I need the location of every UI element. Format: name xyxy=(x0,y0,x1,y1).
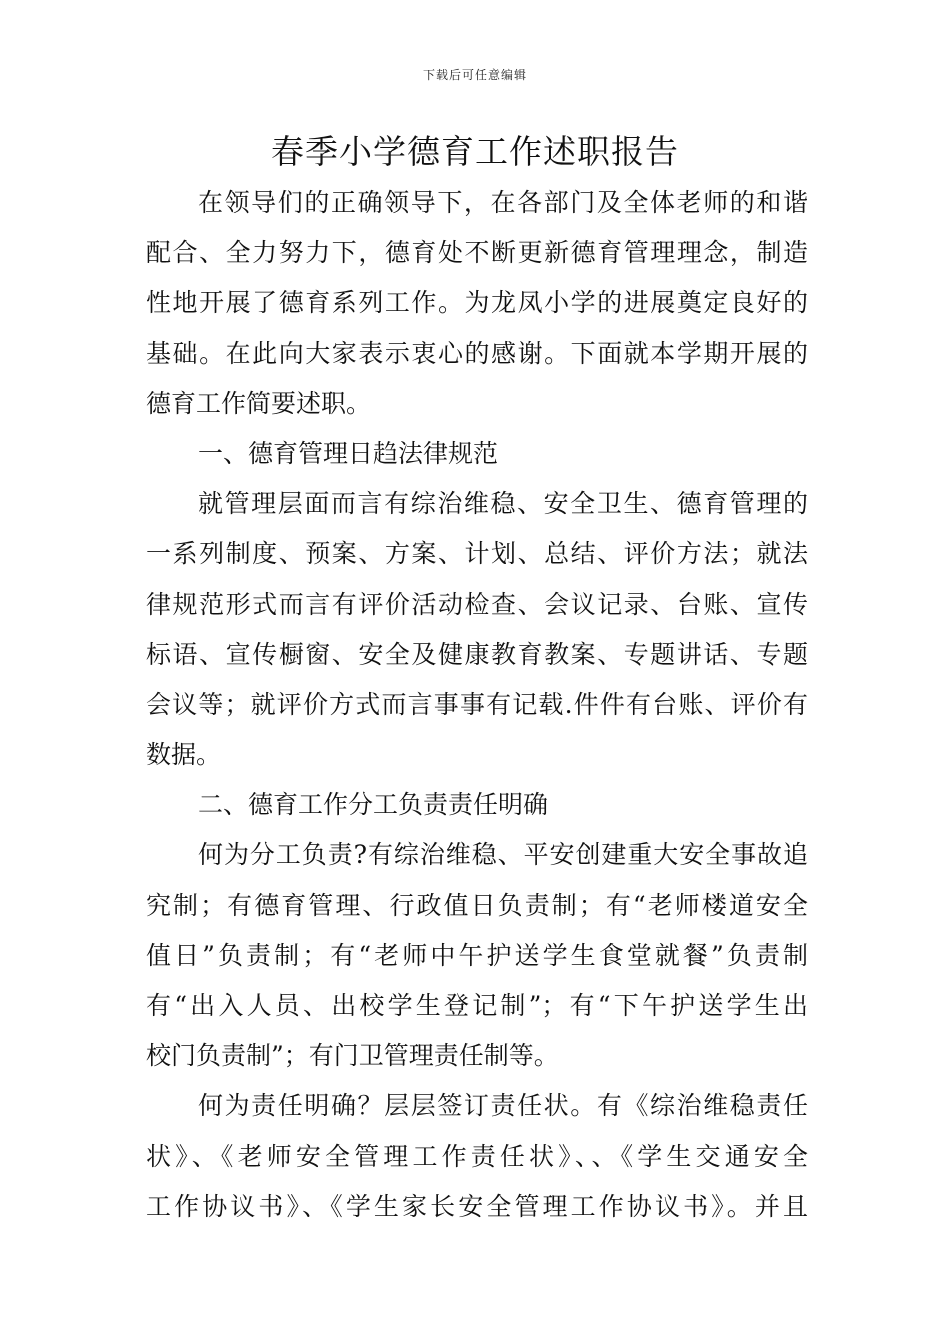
body-line: 就管理层面而言有综治维稳、安全卫生、德育管理的 xyxy=(198,489,808,519)
body-line: 律规范形式而言有评价活动检查、会议记录、台账、宣传 xyxy=(146,589,808,619)
section-heading: 二、德育工作分工负责责任明确 xyxy=(198,790,549,820)
document-title: 春季小学德育工作述职报告 xyxy=(271,132,679,171)
body-line: 值日”负责制；有“老师中午护送学生食堂就餐”负责制 xyxy=(146,940,808,970)
body-line: 一系列制度、预案、方案、计划、总结、评价方法；就法 xyxy=(146,539,808,569)
body-line: 何为责任明确？层层签订责任状。有《综治维稳责任 xyxy=(198,1091,808,1121)
body-line: 何为分工负责?有综治维稳、平安创建重大安全事故追 xyxy=(198,840,808,870)
body-line: 在领导们的正确领导下，在各部门及全体老师的和谐 xyxy=(198,188,808,217)
body-line: 数据。 xyxy=(146,740,222,770)
body-line: 状》、《老师安全管理工作责任状》、、《学生交通安全 xyxy=(146,1141,808,1171)
header-note: 下载后可任意编辑 xyxy=(422,68,527,82)
body-line: 工作协议书》、《学生家长安全管理工作协议书》。并且 xyxy=(146,1191,808,1221)
body-line: 性地开展了德育系列工作。为龙凤小学的进展奠定良好的 xyxy=(146,288,808,318)
body-line: 配合、全力努力下，德育处不断更新德育管理理念，制造 xyxy=(146,238,808,268)
section-heading: 一、德育管理日趋法律规范 xyxy=(198,438,499,468)
body-line: 基础。在此向大家表示衷心的感谢。下面就本学期开展的 xyxy=(146,338,808,368)
body-line: 标语、宣传橱窗、安全及健康教育教案、专题讲话、专题 xyxy=(146,639,808,669)
body-line: 有“出入人员、出校学生登记制”；有“下午护送学生出 xyxy=(146,991,808,1020)
body-line: 究制；有德育管理、行政值日负责制；有“老师楼道安全 xyxy=(146,890,808,920)
body-line: 会议等；就评价方式而言事事有记载.件件有台账、评价有 xyxy=(146,689,808,719)
body-line: 德育工作简要述职。 xyxy=(146,388,372,418)
document-body xyxy=(146,178,808,1232)
body-line: 校门负责制”；有门卫管理责任制等。 xyxy=(146,1041,559,1071)
